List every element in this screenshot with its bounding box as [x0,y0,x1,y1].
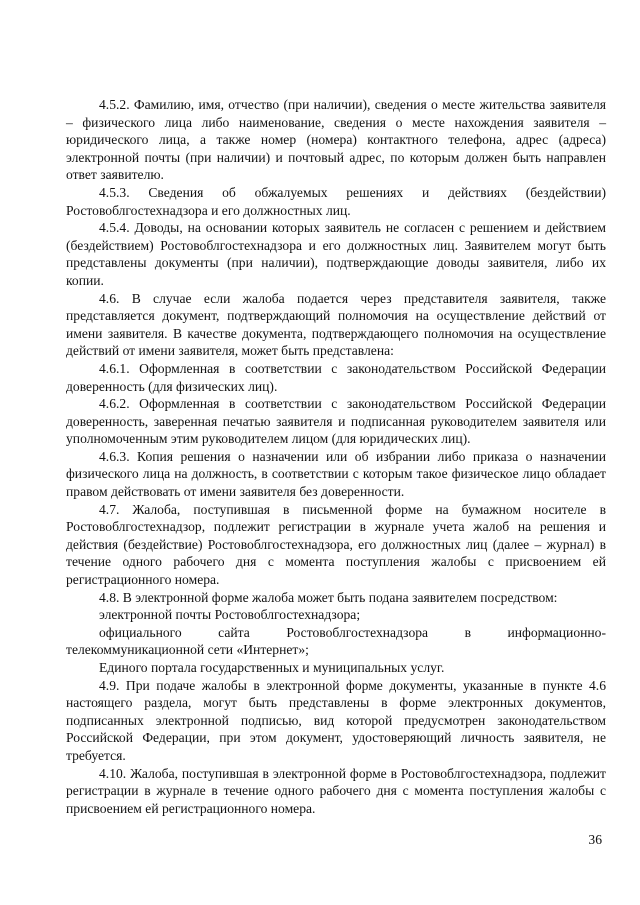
paragraph-4-6: 4.6. В случае если жалоба подается через представителя заявителя, также представляется документ, подтверждающий полномочия на осуществление действий от имени заявителя. В качестве документа, подтверждающего полномочия на осуществление действий от имени заявителя, может быть представлена: [66,290,606,359]
paragraph-4-5-2: 4.5.2. Фамилию, имя, отчество (при наличии), сведения о месте жительства заявителя – физического лица либо наименование, сведения о месте нахождения заявителя – юридического лица, а также номер (номера) контактного телефона, адрес (адреса) электронной почты (при наличии) и почтовый адрес, по которым должен быть направлен ответ заявителю. [66,97,606,183]
list-item-email: электронной почты Ростовоблгостехнадзора; [99,607,361,623]
paragraph-4-5-3: 4.5.3. Сведения об обжалуемых решениях и действиях (бездействии) Ростовоблгостехнадзора и его должностных лиц. [66,184,606,218]
paragraph-4-6-1: 4.6.1. Оформленная в соответствии с законодательством Российской Федерации доверенность (для физических лиц). [66,360,606,394]
list-item-portal: Единого портала государственных и муниципальных услуг. [99,660,445,675]
page-number: 36 [588,832,602,847]
paragraph-4-9: 4.9. При подаче жалобы в электронной форме документы, указанные в пункте 4.6 настоящего раздела, могут быть представлены в форме электронных документов, подписанных электронной подписью, вид которой предусмотрен законодательством Российской Федерации, при этом документ, удостоверяющий личность заявителя, не требуется. [66,677,606,763]
document-body [66,96,606,817]
paragraph-4-8: 4.8. В электронной форме жалоба может быть подана заявителем посредством: [99,589,558,605]
paragraph-4-6-3: 4.6.3. Копия решения о назначении или об избрании либо приказа о назначении физического лица на должность, в соответствии с которым такое физическое лицо обладает правом действовать от имени заявителя без доверенности. [66,448,606,500]
paragraph-4-5-4: 4.5.4. Доводы, на основании которых заявитель не согласен с решением и действием (бездействием) Ростовоблгостехнадзора и его должностных лиц. Заявителем могут быть представлены документы (при наличии), подтверждающие доводы заявителя, либо их копии. [66,220,606,288]
list-item-website: официального сайта Ростовоблгостехнадзора в информационно-телекоммуникационной сети «Интернет»; [66,624,606,658]
paragraph-4-6-2: 4.6.2. Оформленная в соответствии с законодательством Российской Федерации доверенность, заверенная печатью заявителя и подписанная руководителем заявителя или уполномоченным этим руководителем лицом (для юридических лиц). [66,396,606,447]
paragraph-4-7: 4.7. Жалоба, поступившая в письменной форме на бумажном носителе в Ростовоблгостехнадзор, подлежит регистрации в журнале учета жалоб на решения и действия (бездействие) Ростовоблгостехнадзора, его должностных лиц (далее – журнал) в течение одного рабочего дня с момента поступления жалобы с присвоением ей регистрационного номера. [66,501,606,588]
paragraph-4-10: 4.10. Жалоба, поступившая в электронной форме в Ростовоблгостехнадзора, подлежит регистрации в журнале в течение одного рабочего дня с момента поступления жалобы с присвоением ей регистрационного номера. [66,765,606,816]
